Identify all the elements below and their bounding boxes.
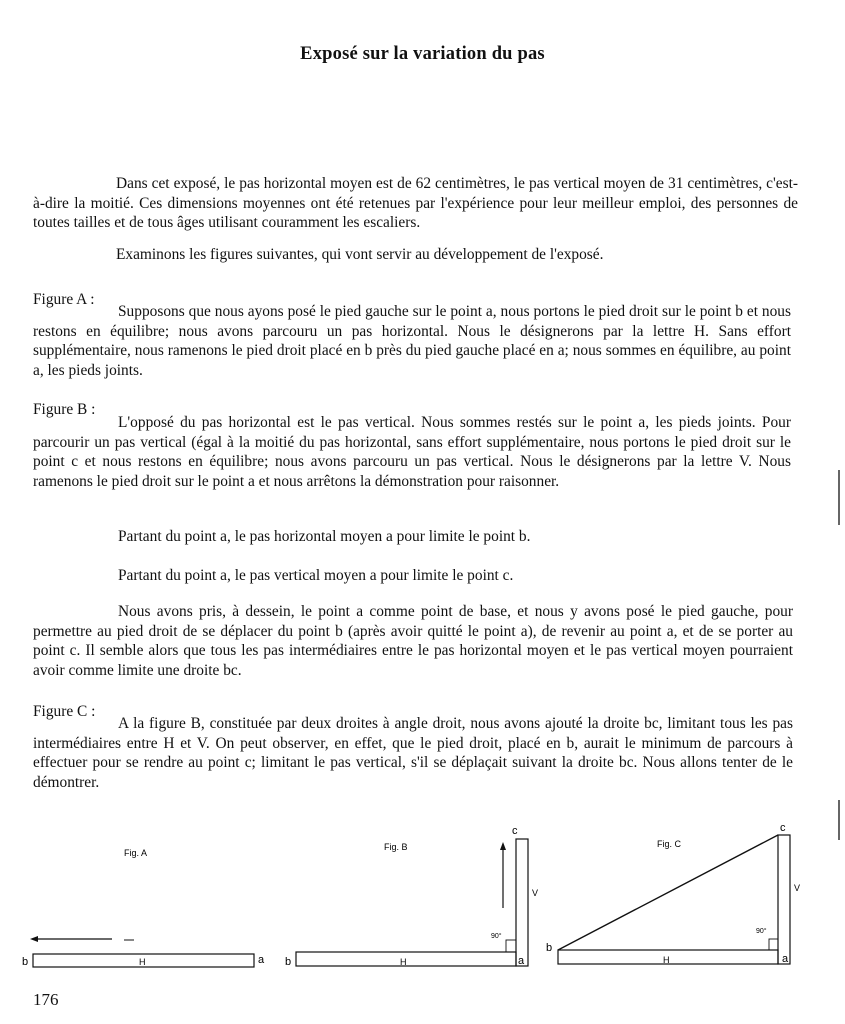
- page-title: Exposé sur la variation du pas: [300, 44, 545, 64]
- figure-a-diagram: [22, 848, 265, 968]
- angle-label: 90°: [491, 933, 502, 940]
- vertical-limit-paragraph: Partant du point a, le pas vertical moyen a pour limite le point c.: [118, 567, 514, 584]
- base-point-paragraph: Nous avons pris, à dessein, le point a comme point de base, et nous y avons posé le pied gauche, pour permettre au pied droit de se déplacer du point b (après avoir quitté le point a), de revenir au point a, et de se porter au point c. Il semble alors que tous les pas intermédiaires entre le pas horizontal moyen et le pas vertical moyen pourraient avoir comme limite une droite bc.: [33, 603, 793, 679]
- scan-edge-mark: [838, 470, 840, 525]
- figure-c-caption: Fig. C: [657, 839, 682, 849]
- step-h-label: H: [400, 957, 407, 967]
- figures-illustration: [0, 800, 845, 980]
- arrow-head-icon: [500, 842, 506, 850]
- figure-c-diagram: [546, 822, 800, 965]
- point-a-label: a: [258, 954, 265, 966]
- point-a-label: a: [782, 953, 789, 965]
- figure-b-caption: Fig. B: [384, 842, 408, 852]
- right-angle-marker: [769, 939, 778, 950]
- figure-b-paragraph: L'opposé du pas horizontal est le pas vertical. Nous sommes restés sur le point a, les pieds joints. Pour parcourir un pas vertical (égal à la moitié du pas horizontal, sans effort supplémentaire, nous portons le pied droit sur le point c et nous restons en équilibre; nous avons parcouru un pas vertical. Nous le désignerons par la lettre V. Nous ramenons le pied droit sur le point a et nous arrêtons la démonstration pour raisonner.: [33, 414, 791, 490]
- step-v-label: V: [794, 883, 801, 893]
- vertical-step-bar: [516, 839, 528, 966]
- figure-a-caption: Fig. A: [124, 848, 148, 858]
- point-b-label: b: [22, 956, 29, 968]
- figure-a-paragraph: Supposons que nous ayons posé le pied gauche sur le point a, nous portons le pied droit sur le point b et nous restons en équilibre; nous avons parcouru un pas horizontal. Nous le désignerons par la lettre H. Sans effort supplémentaire, nous ramenons le pied droit placé en b près du pied gauche placé en a; nous sommes en équilibre, au point a, les pieds joints.: [33, 303, 791, 379]
- figure-b-diagram: [285, 825, 538, 968]
- vertical-step-bar: [778, 835, 790, 964]
- point-c-label: c: [780, 822, 786, 834]
- step-h-label: H: [139, 957, 146, 967]
- arrow-head-icon: [30, 936, 38, 942]
- figures-intro-paragraph: Examinons les figures suivantes, qui vont servir au développement de l'exposé.: [116, 246, 604, 263]
- point-b-label: b: [285, 956, 292, 968]
- figure-a-label: Figure A :: [33, 291, 95, 308]
- point-c-label: c: [512, 825, 518, 837]
- diagonal-line-bc: [558, 835, 778, 950]
- angle-label: 90°: [756, 928, 767, 935]
- step-h-label: H: [663, 955, 670, 965]
- scan-edge-mark: [838, 800, 840, 840]
- horizontal-limit-paragraph: Partant du point a, le pas horizontal moyen a pour limite le point b.: [118, 528, 531, 545]
- figure-b-label: Figure B :: [33, 401, 96, 418]
- right-angle-marker: [506, 940, 516, 952]
- point-a-label: a: [518, 955, 525, 967]
- point-b-label: b: [546, 942, 553, 954]
- figure-c-label: Figure C :: [33, 703, 96, 720]
- intro-paragraph: Dans cet exposé, le pas horizontal moyen est de 62 centimètres, le pas vertical moyen de 31 centimètres, c'est-à-dire la moitié. Ces dimensions moyennes ont été retenues par l'expérience pour leur meilleur emploi, des personnes de toutes tailles et de tous âges utilisant couramment les escaliers.: [33, 175, 798, 232]
- page-number: 176: [33, 990, 59, 1009]
- step-v-label: V: [532, 888, 539, 898]
- figure-c-paragraph: A la figure B, constituée par deux droites à angle droit, nous avons ajouté la droite bc, limitant tous les pas intermédiaires entre H et V. On peut observer, en effet, que le pied droit, placé en b, aurait le minimum de parcours à effectuer pour se rendre au point c; limitant le pas vertical, s'il se déplaçait suivant la droite bc. Nous allons tenter de le démontrer.: [33, 715, 793, 791]
